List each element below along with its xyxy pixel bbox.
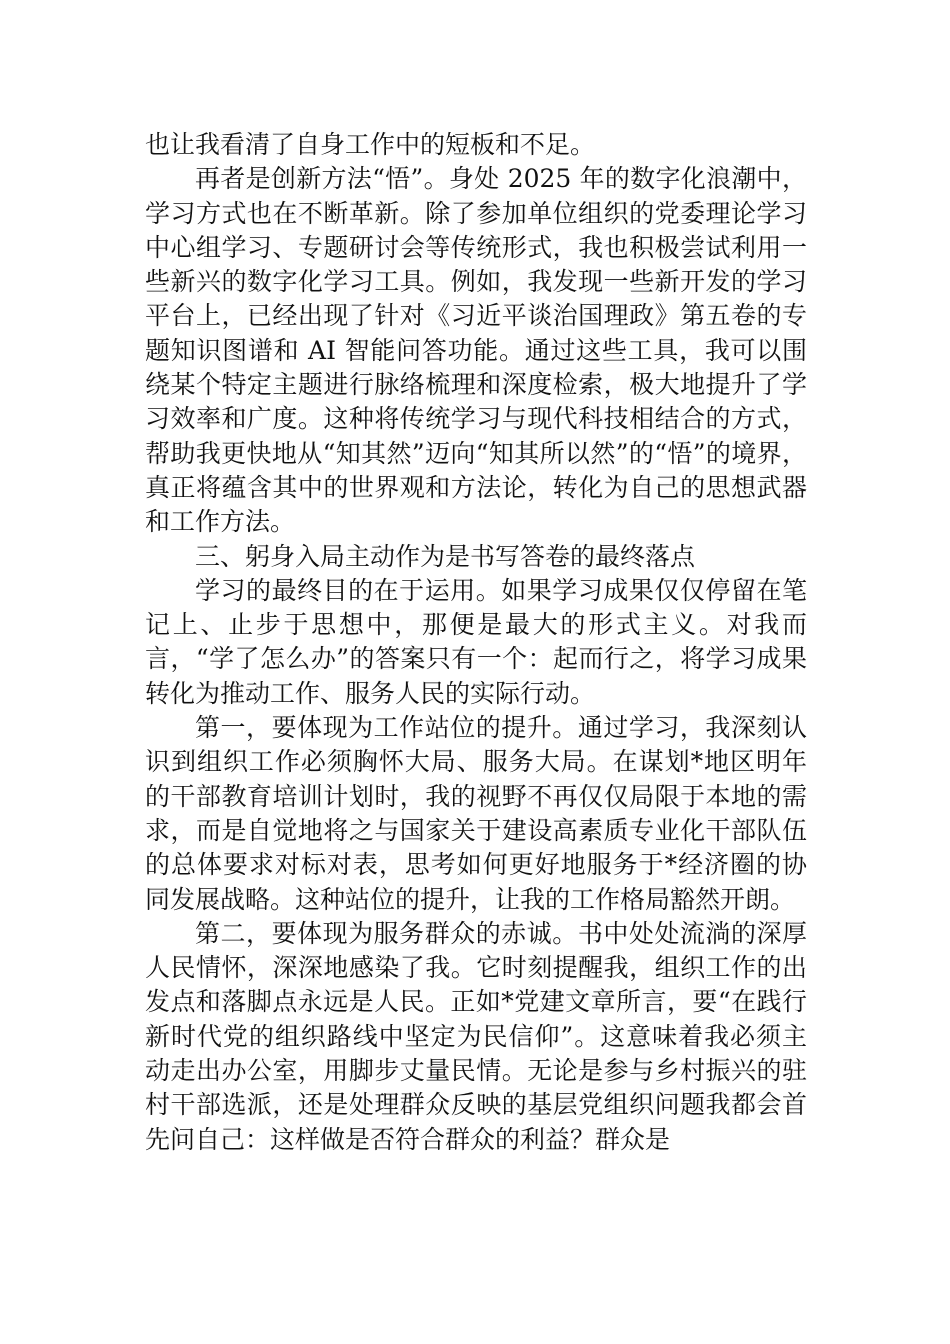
document-body	[145, 128, 807, 1157]
paragraph-first-point: 第一，要体现为工作站位的提升。通过学习，我深刻认识到组织工作必须胸怀大局、服务大局。在谋划*地区明年的干部教育培训计划时，我的视野不再仅仅局限于本地的需求，而是自觉地将之与国家关于建设高素质专业化干部队伍的总体要求对标对表，思考如何更好地服务于*经济圈的协同发展战略。这种站位的提升，让我的工作格局豁然开朗。	[145, 713, 807, 914]
paragraph-continuation: 也让我看清了自身工作中的短板和不足。	[145, 130, 596, 159]
section-heading-three: 三、躬身入局主动作为是书写答卷的最终落点	[195, 541, 696, 571]
paragraph-innovation-method: 再者是创新方法“悟”。身处 2025 年的数字化浪潮中，学习方式也在不断革新。除了参加单位组织的党委理论学习中心组学习、专题研讨会等传统形式，我也积极尝试利用一些新兴的数字化学习工具。例如，我发现一些新开发的学习平台上，已经出现了针对《习近平谈治国理政》第五卷的专题知识图谱和 AI 智能问答功能。通过这些工具，我可以围绕某个特定主题进行脉络梳理和深度检索，极大地提升了学习效率和广度。这种将传统学习与现代科技相结合的方式，帮助我更快地从“知其然”迈向“知其所以然”的“悟”的境界，真正将蕴含其中的世界观和方法论，转化为自己的思想武器和工作方法。	[145, 164, 807, 537]
paragraph-learning-purpose: 学习的最终目的在于运用。如果学习成果仅仅停留在笔记上、止步于思想中，那便是最大的形式主义。对我而言，“学了怎么办”的答案只有一个：起而行之，将学习成果转化为推动工作、服务人民的实际行动。	[145, 575, 807, 708]
paragraph-second-point: 第二，要体现为服务群众的赤诚。书中处处流淌的深厚人民情怀，深深地感染了我。它时刻提醒我，组织工作的出发点和落脚点永远是人民。正如*党建文章所言，要“在践行新时代党的组织路线中坚定为民信仰”。这意味着我必须主动走出办公室，用脚步丈量民情。无论是参与乡村振兴的驻村干部选派，还是处理群众反映的基层党组织问题我都会首先问自己：这样做是否符合群众的利益？群众是	[145, 918, 807, 1154]
